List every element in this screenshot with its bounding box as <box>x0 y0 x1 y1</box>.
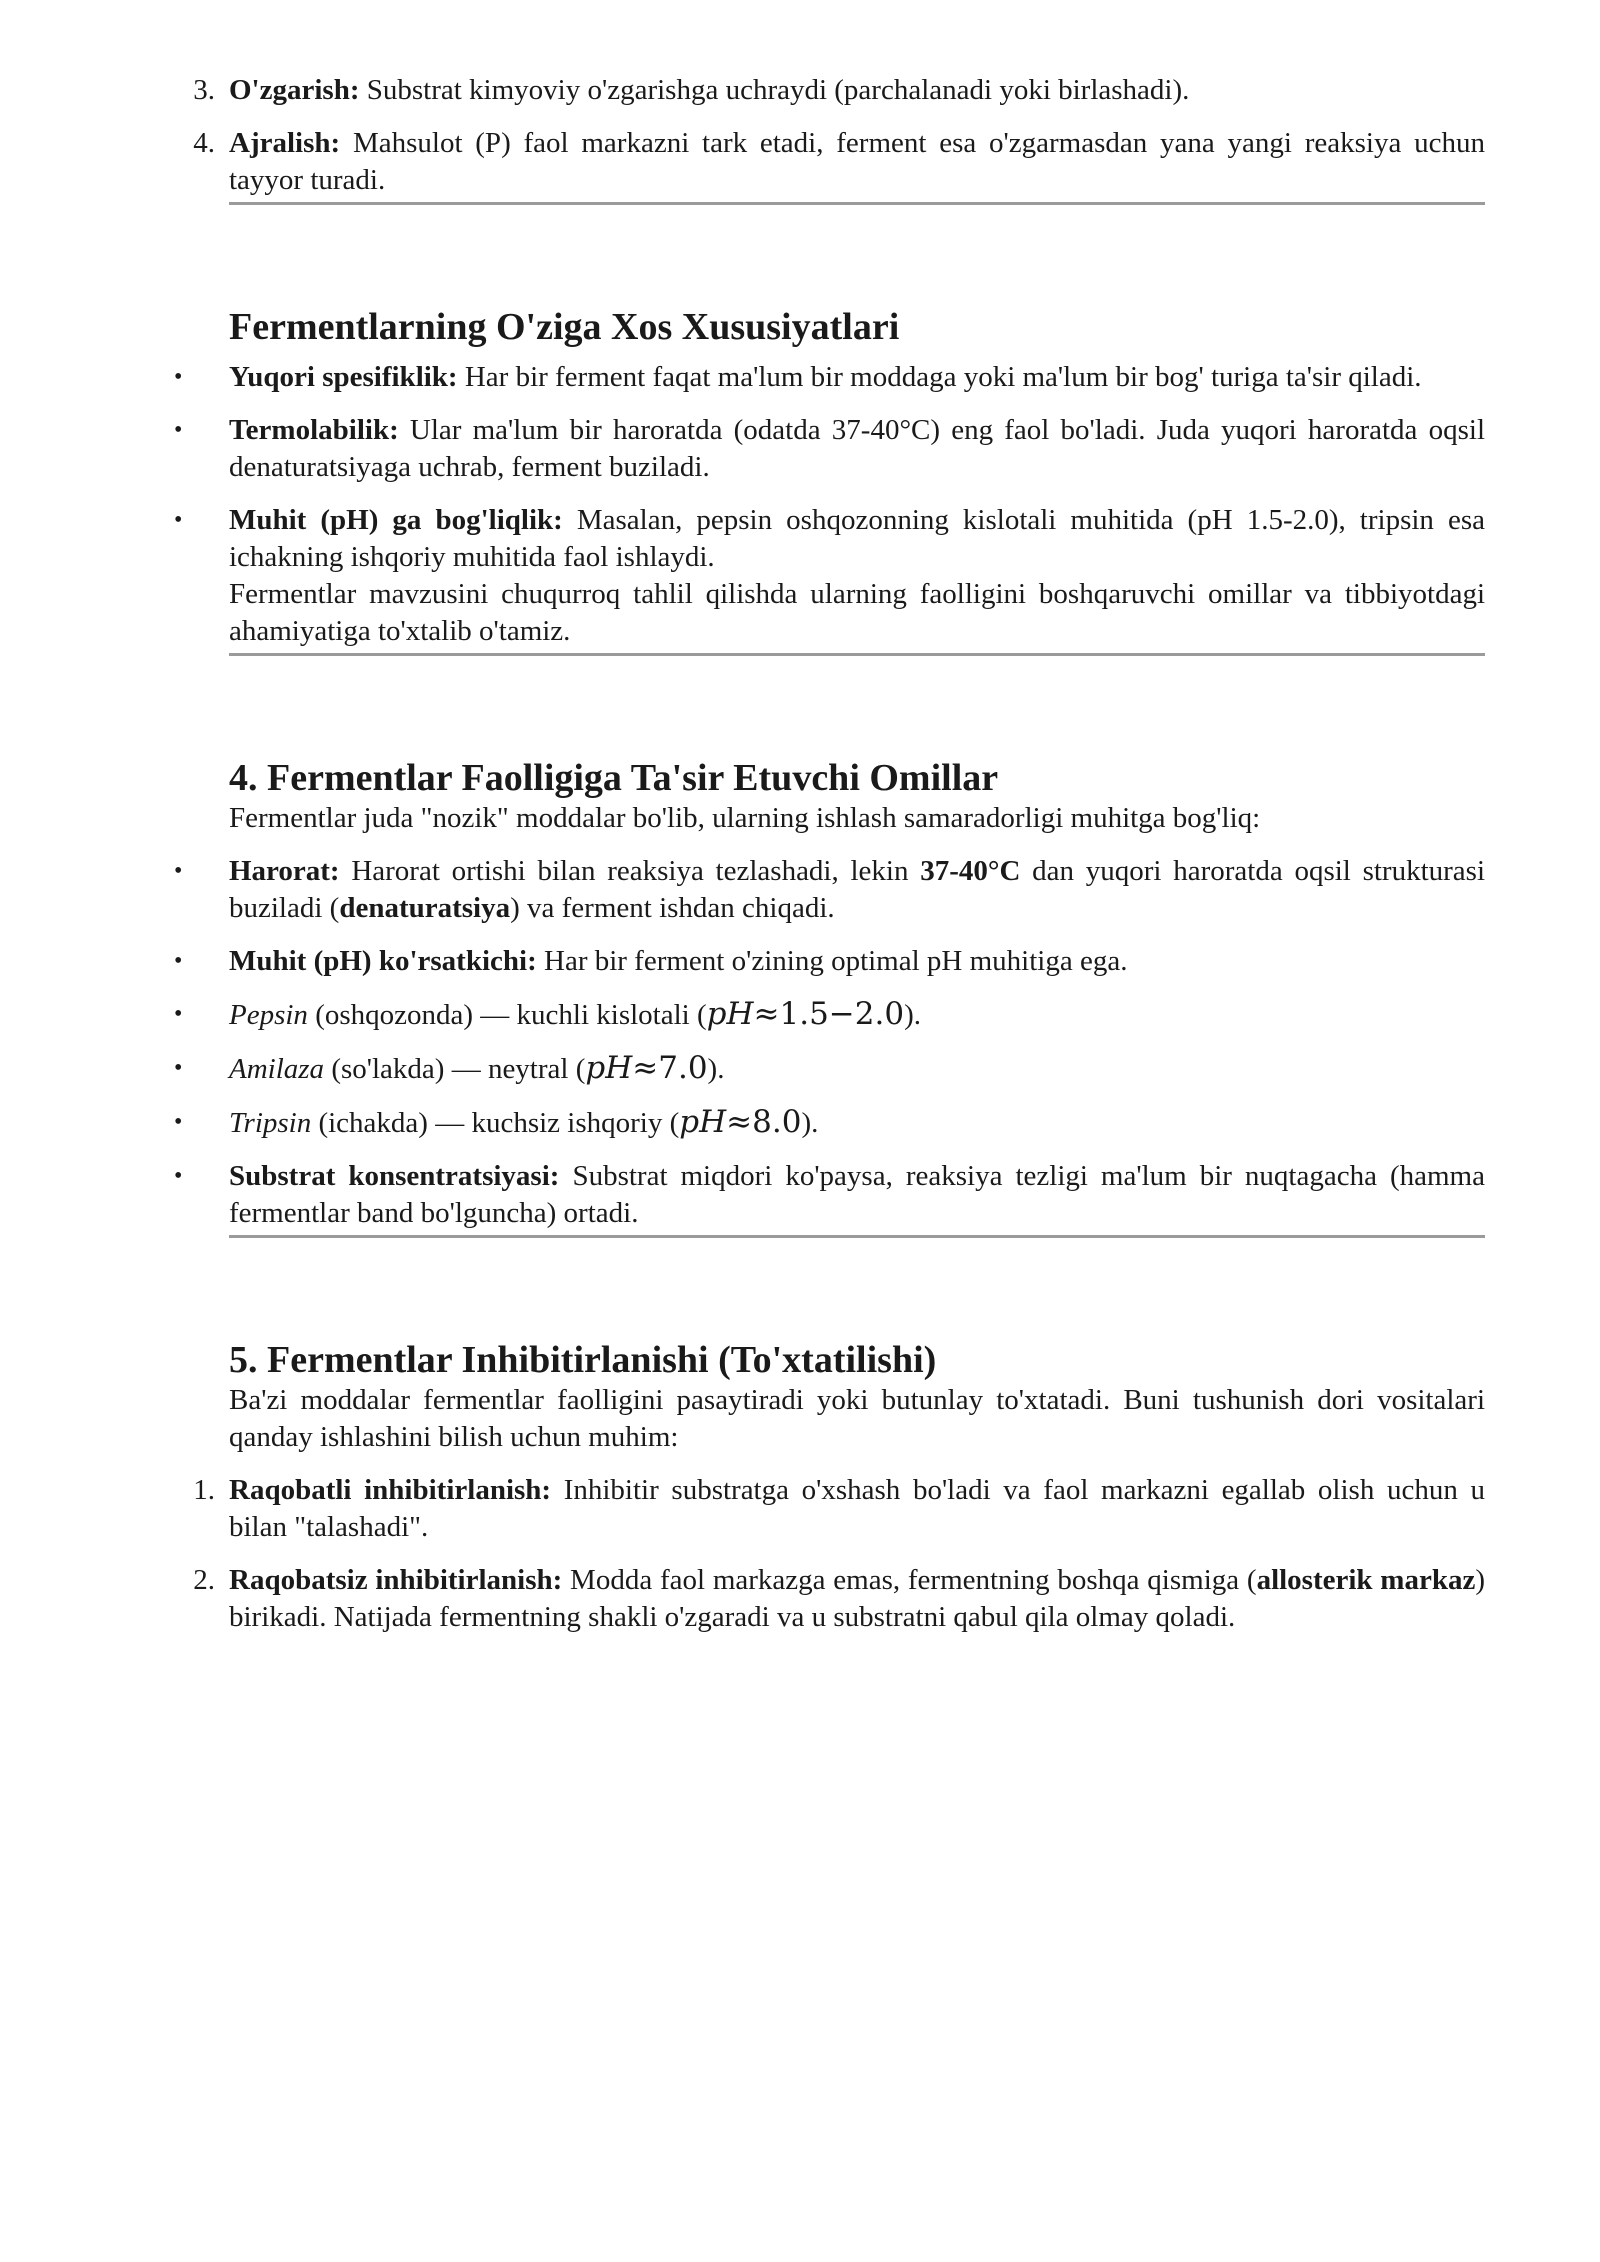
item-label: Harorat: <box>229 855 340 887</box>
item-text: Har bir ferment faqat ma'lum bir moddaga yoki ma'lum bir bog' turiga ta'sir qiladi. <box>457 361 1422 393</box>
item-label: Substrat konsentratsiyasi: <box>229 1160 560 1192</box>
bullet-icon: • <box>174 1163 183 1189</box>
list-item <box>193 125 1485 199</box>
temperature-value: 37-40°C <box>920 855 1021 887</box>
list-item <box>193 1562 1486 1636</box>
ph-formula <box>585 1050 707 1086</box>
item-text: (ichakda) — kuchsiz ishqoriy ( <box>311 1107 680 1139</box>
item-text: ) va ferment ishdan chiqadi. <box>510 892 835 924</box>
enzyme-name: Amilaza <box>229 1053 325 1085</box>
ph-formula <box>679 1104 801 1140</box>
item-text: Modda faol markazga emas, fermentning boshqa qismiga ( <box>562 1564 1257 1596</box>
item-text: Substrat kimyoviy o'zgarishga uchraydi (parchalanadi yoki birlashadi). <box>359 74 1190 106</box>
list-item <box>174 412 1485 486</box>
section-intro: Fermentlar juda "nozik" moddalar bo'lib, ularning ishlash samaradorligi muhitga bog'liq: <box>229 802 1261 834</box>
list-number: 3. <box>193 74 215 106</box>
inhibition-list <box>193 1472 1486 1636</box>
section-title: Fermentlarning O'ziga Xos Xususiyatlari <box>229 306 900 348</box>
list-item <box>174 1104 1485 1142</box>
bullet-icon: • <box>174 364 183 390</box>
denaturation-term: denaturatsiya <box>339 892 511 924</box>
section-divider <box>229 653 1485 656</box>
bullet-icon: • <box>174 507 183 533</box>
allosteric-term: allosterik markaz <box>1256 1564 1476 1596</box>
item-label: Raqobatsiz inhibitirlanish: <box>229 1564 563 1596</box>
ph-symbol: pH <box>706 996 754 1032</box>
list-item <box>174 502 1485 650</box>
item-label: Muhit (pH) ko'rsatkichi: <box>229 945 537 977</box>
page-content <box>174 72 1486 1636</box>
section-title: 5. Fermentlar Inhibitirlanishi (To'xtatilishi) <box>229 1339 937 1381</box>
features-list <box>174 359 1485 650</box>
list-number: 2. <box>193 1564 215 1596</box>
item-text: ) birikadi. Natijada fermentning shakli o'zgaradi va u substratni qabul qila olmay qoladi. <box>229 1564 1486 1633</box>
item-text: Ular ma'lum bir haroratda (odatda 37-40°C) eng faol bo'ladi. Juda yuqori haroratda oqsil denaturatsiyaga uchrab, ferment buziladi. <box>229 414 1485 483</box>
enzyme-name: Tripsin <box>229 1107 312 1139</box>
enzyme-name: Pepsin <box>229 999 308 1031</box>
ph-symbol: pH <box>585 1050 633 1086</box>
bullet-icon: • <box>174 1001 183 1027</box>
item-text: Mahsulot (P) faol markazni tark etadi, ferment esa o'zgarmasdan yana yangi reaksiya uchun tayyor turadi. <box>229 127 1485 196</box>
section-intro: Ba'zi moddalar fermentlar faolligini pasaytiradi yoki butunlay to'xtatadi. Buni tushunish dori vositalari qanday ishlashini bilish uchun muhim: <box>229 1384 1485 1453</box>
bullet-icon: • <box>174 948 183 974</box>
list-item <box>174 996 1485 1034</box>
bullet-icon: • <box>174 1055 183 1081</box>
item-text: ). <box>904 999 921 1031</box>
item-text: ). <box>707 1053 725 1085</box>
ph-value: ≈8.0 <box>726 1104 802 1140</box>
list-item <box>193 1472 1485 1546</box>
item-label: Yuqori spesifiklik: <box>229 361 458 393</box>
closing-paragraph: Fermentlar mavzusini chuqurroq tahlil qilishda ularning faolligini boshqaruvchi omillar va tibbiyotdagi ahamiyatiga to'xtalib o'tamiz. <box>229 578 1485 647</box>
item-label: O'zgarish: <box>229 74 360 106</box>
section-divider <box>229 1235 1485 1238</box>
bullet-icon: • <box>174 1109 183 1135</box>
ph-symbol: pH <box>679 1104 727 1140</box>
ph-value: ≈1.5−2.0 <box>753 996 905 1032</box>
list-number: 1. <box>193 1474 215 1506</box>
bullet-icon: • <box>174 858 183 884</box>
item-label: Raqobatli inhibitirlanish: <box>229 1474 552 1506</box>
item-label: Muhit (pH) ga bog'liqlik: <box>229 504 563 536</box>
ph-value: ≈7.0 <box>632 1050 708 1086</box>
section-divider <box>229 202 1485 205</box>
item-text: dan yuqori haroratda oqsil strukturasi buziladi ( <box>229 855 1486 924</box>
ph-formula <box>707 996 904 1032</box>
item-text: ). <box>801 1107 819 1139</box>
list-item <box>174 1050 1485 1088</box>
list-item <box>174 943 1485 980</box>
steps-list <box>193 72 1485 199</box>
list-item <box>193 72 1485 109</box>
item-label: Termolabilik: <box>229 414 399 446</box>
item-text: (oshqozonda) — kuchli kislotali ( <box>307 999 707 1031</box>
list-item <box>174 853 1486 927</box>
item-text: Masalan, pepsin oshqozonning kislotali muhitida (pH 1.5-2.0), tripsin esa ichakning ishqoriy muhitida faol ishlaydi. <box>229 504 1485 573</box>
list-number: 4. <box>193 127 215 159</box>
section-title: 4. Fermentlar Faolligiga Ta'sir Etuvchi Omillar <box>229 757 999 799</box>
bullet-icon: • <box>174 417 183 443</box>
list-item <box>174 359 1485 396</box>
item-label: Ajralish: <box>229 127 341 159</box>
item-text: (so'lakda) — neytral ( <box>324 1053 586 1085</box>
item-text: Har bir ferment o'zining optimal pH muhitiga ega. <box>536 945 1128 977</box>
factors-list <box>174 853 1486 1232</box>
item-text: Harorat ortishi bilan reaksiya tezlashadi, lekin <box>339 855 921 887</box>
item-text: Substrat miqdori ko'paysa, reaksiya tezligi ma'lum bir nuqtagacha (hamma fermentlar band bo'lguncha) ortadi. <box>229 1160 1485 1229</box>
list-item <box>174 1158 1485 1232</box>
item-text: Inhibitir substratga o'xshash bo'ladi va faol markazni egallab olish uchun u bilan "talashadi". <box>229 1474 1485 1543</box>
